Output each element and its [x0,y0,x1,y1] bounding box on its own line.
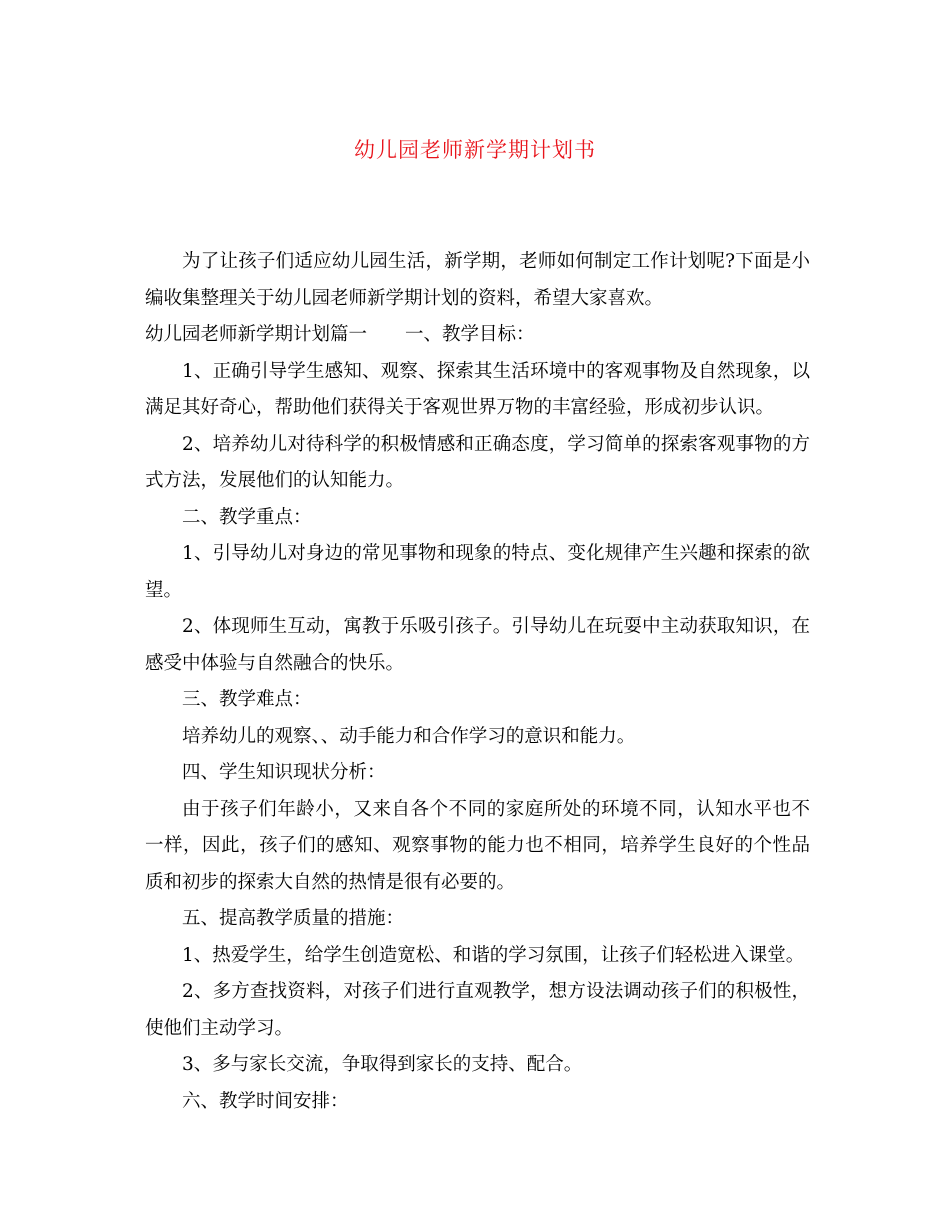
section-heading-1: 一、教学目标： [405,324,535,345]
section-heading-6: 六、教学时间安排： [182,1090,349,1112]
paragraph-focus-1: 1、引导幼儿对身边的常见事物和现象的特点、变化规律产生兴趣和探索的欲望。 [145,543,810,601]
paragraph-measure-2: 2、多方查找资料，对孩子们进行直观教学，想方设法调动孩子们的积极性，使他们主动学习。 [145,981,810,1039]
paragraph-goal-1: 1、正确引导学生感知、观察、探索其生活环境中的客观事物及自然现象，以满足其好奇心，帮助他们获得关于客观世界万物的丰富经验，形成初步认识。 [145,360,810,418]
section-heading-line [145,317,810,354]
section-heading-4: 四、学生知识现状分析： [182,762,386,783]
section-heading-3: 三、教学难点： [182,689,312,710]
intro-paragraph: 为了让孩子们适应幼儿园生活，新学期，老师如何制定工作计划呢?下面是小编收集整理关于幼儿园老师新学期计划的资料，希望大家喜欢。 [145,251,810,309]
paragraph-focus-2: 2、体现师生互动，寓教于乐吸引孩子。引导幼儿在玩耍中主动获取知识，在感受中体验与自然融合的快乐。 [145,616,810,674]
document-body [145,244,810,1120]
part-label: 幼儿园老师新学期计划篇一 [145,324,368,345]
paragraph-goal-2: 2、培养幼儿对待科学的积极情感和正确态度，学习简单的探索客观事物的方式方法，发展他们的认知能力。 [145,433,810,491]
paragraph-measure-3: 3、多与家长交流，争取得到家长的支持、配合。 [182,1054,583,1075]
section-heading-5: 五、提高教学质量的措施： [182,908,405,929]
paragraph-difficulty: 培养幼儿的观察、、动手能力和合作学习的意识和能力。 [182,725,636,747]
paragraph-analysis: 由于孩子们年龄小，又来自各个不同的家庭所处的环境不同，认知水平也不一样，因此，孩子们的感知、观察事物的能力也不相同，培养学生良好的个性品质和初步的探索大自然的热情是很有必要的。 [145,798,810,893]
paragraph-measure-1: 1、热爱学生，给学生创造宽松、和谐的学习氛围，让孩子们轻松进入课堂。 [182,944,805,966]
document-title: 幼儿园老师新学期计划书 [354,138,596,162]
section-heading-2: 二、教学重点： [182,506,312,528]
